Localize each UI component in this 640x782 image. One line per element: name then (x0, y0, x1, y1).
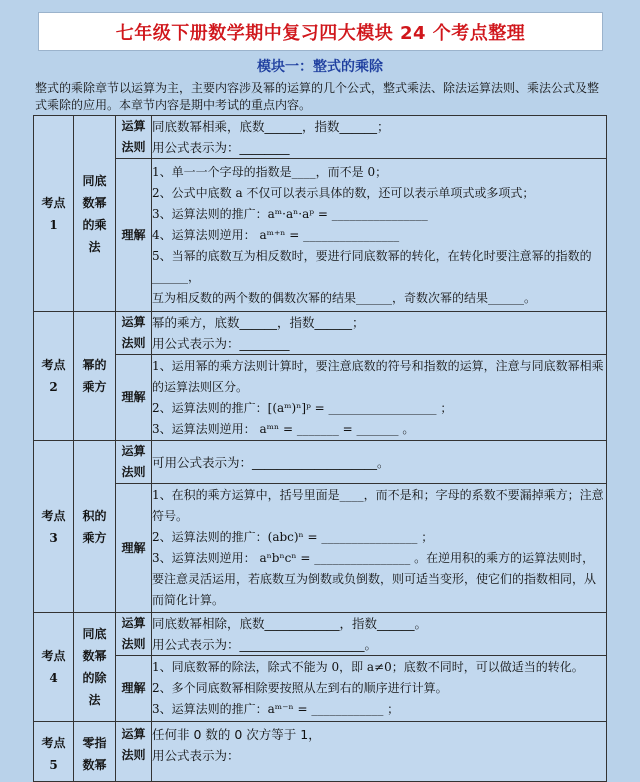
point-name-cell: 同底 数幂 的乘 法 (74, 116, 116, 312)
module-heading: 模块一：整式的乘除 (257, 59, 383, 75)
page-title: 七年级下册数学期中复习四大模块 24 个考点整理 (115, 22, 526, 44)
table-row (34, 159, 607, 312)
point-key-cell: 考点 5 (34, 722, 74, 782)
understand-content-cell: 1、在积的乘方运算中，括号里面是____，而不是和；字母的系数不要漏掉乘方；注意符号。 2、运算法则的推广：(abc)ⁿ = ________________ ； 3、运算法则逆用： aⁿbⁿcⁿ = ________________ 。在逆用积的乘方的运算法则时，要注意灵活运用，若底数互为倒数或负倒数，则可适当变形，使它们的指数相同，从而简化计算。 (152, 484, 607, 613)
point-name-cell: 积的 乘方 (74, 441, 116, 613)
rule-content-cell: 幂的乘方，底数______，指数______； 用公式表示为：________ (152, 312, 607, 355)
kaodian-table (33, 115, 607, 782)
rule-content-cell: 可用公式表示为：____________________。 (152, 441, 607, 484)
rule-label-cell: 运算 法则 (116, 441, 152, 484)
point-key-cell: 考点 3 (34, 441, 74, 613)
understand-label-cell: 理解 (116, 484, 152, 613)
understand-label-cell: 理解 (116, 159, 152, 312)
understand-content-cell: 1、同底数幂的除法，除式不能为 0，即 a≠0；底数不同时，可以做适当的转化。 2、多个同底数幂相除要按照从左到右的顺序进行计算。 3、运算法则的推广：aᵐ⁻ⁿ = ____________ ； (152, 656, 607, 722)
table-row (34, 613, 607, 656)
point-key-cell: 考点 2 (34, 312, 74, 441)
point-name-cell: 同底 数幂 的除 法 (74, 613, 116, 722)
understand-content-cell: 1、运用幂的乘方法则计算时，要注意底数的符号和指数的运算，注意与同底数幂相乘的运算法则区分。 2、运算法则的推广：[(aᵐ)ⁿ]ᵖ = __________________ ； 3、运算法则逆用： aᵐⁿ = _______ = _______ 。 (152, 355, 607, 441)
table-row (34, 656, 607, 722)
rule-label-cell: 运算 法则 (116, 722, 152, 782)
intro-paragraph: 整式的乘除章节以运算为主，主要内容涉及幂的运算的几个公式，整式乘法、除法运算法则、乘法公式及整式乘除的应用。本章节内容是期中考试的重点内容。 (35, 81, 600, 112)
point-key-cell: 考点 4 (34, 613, 74, 722)
table-row (34, 355, 607, 441)
rule-label-cell: 运算 法则 (116, 613, 152, 656)
point-name-cell: 零指 数幂 (74, 722, 116, 782)
rule-content-cell: 同底数幂相乘，底数______，指数______； 用公式表示为：________ (152, 116, 607, 159)
point-name-cell: 幂的 乘方 (74, 312, 116, 441)
understand-label-cell: 理解 (116, 656, 152, 722)
understand-content-cell: 1、单一一个字母的指数是____，而不是 0； 2、公式中底数 a 不仅可以表示具体的数，还可以表示单项式或多项式； 3、运算法则的推广：aᵐ·aⁿ·aᵖ = ________________ 4、运算法则逆用： aᵐ⁺ⁿ = ________________ 5、当幂的底数互为相反数时，要进行同底数幂的转化，在转化时要注意幂的指数的______， 互为相反数的两个数的偶数次幂的结果______，奇数次幂的结果______。 (152, 159, 607, 312)
table-row (34, 312, 607, 355)
point-key-cell: 考点 1 (34, 116, 74, 312)
understand-label-cell: 理解 (116, 355, 152, 441)
rule-content-cell: 任何非 0 数的 0 次方等于 1， 用公式表示为： (152, 722, 607, 782)
rule-content-cell: 同底数幂相除，底数____________，指数______。 用公式表示为：____________________。 (152, 613, 607, 656)
table-row (34, 722, 607, 782)
table-row (34, 116, 607, 159)
rule-label-cell: 运算 法则 (116, 116, 152, 159)
table-row (34, 484, 607, 613)
table-row (34, 441, 607, 484)
rule-label-cell: 运算 法则 (116, 312, 152, 355)
title-banner (38, 12, 603, 51)
